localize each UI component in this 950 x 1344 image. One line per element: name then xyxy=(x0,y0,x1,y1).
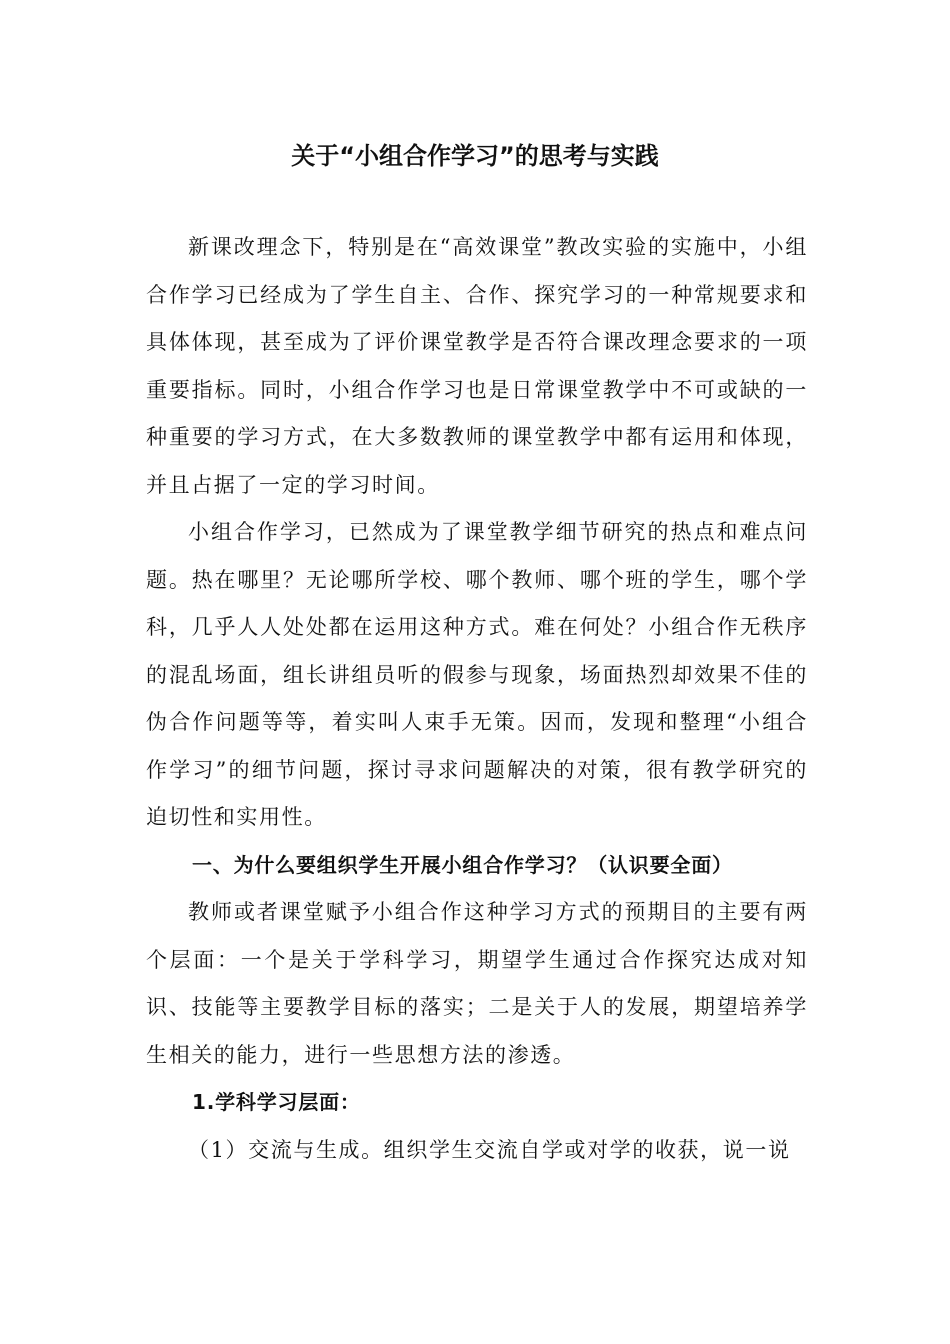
document-body xyxy=(146,224,808,1174)
paragraph-hotspot: 小组合作学习，已然成为了课堂教学细节研究的热点和难点问题。热在哪里？无论哪所学校、哪个教师、哪个班的学生，哪个学科，几乎人人处处都在运用这种方式。难在何处？小组合作无秩序的混乱场面，组长讲组员听的假参与现象，场面热烈却效果不佳的伪合作问题等等，着实叫人束手无策。因而，发现和整理“小组合作学习”的细节问题，探讨寻求问题解决的对策，很有教学研究的迫切性和实用性。 xyxy=(146,520,808,829)
document-title: 关于“小组合作学习”的思考与实践 xyxy=(291,142,659,170)
list-item-exchange: （1）交流与生成。组织学生交流自学或对学的收获，说一说 xyxy=(188,1137,791,1162)
paragraph-purpose: 教师或者课堂赋予小组合作这种学习方式的预期目的主要有两个层面：一个是关于学科学习，期望学生通过合作探究达成对知识、技能等主要教学目标的落实；二是关于人的发展，期望培养学生相关的能力，进行一些思想方法的渗透。 xyxy=(146,900,808,1067)
paragraph-intro: 新课改理念下，特别是在“高效课堂”教改实验的实施中，小组合作学习已经成为了学生自主、合作、探究学习的一种常规要求和具体体现，甚至成为了评价课堂教学是否符合课改理念要求的一项重要指标。同时，小组合作学习也是日常课堂教学中不可或缺的一种重要的学习方式，在大多数教师的课堂教学中都有运用和体现，并且占据了一定的学习时间。 xyxy=(146,235,808,497)
section-heading-why: 一、为什么要组织学生开展小组合作学习？（认识要全面） xyxy=(192,852,733,877)
subsection-heading-subject: 1.学科学习层面： xyxy=(192,1090,361,1114)
